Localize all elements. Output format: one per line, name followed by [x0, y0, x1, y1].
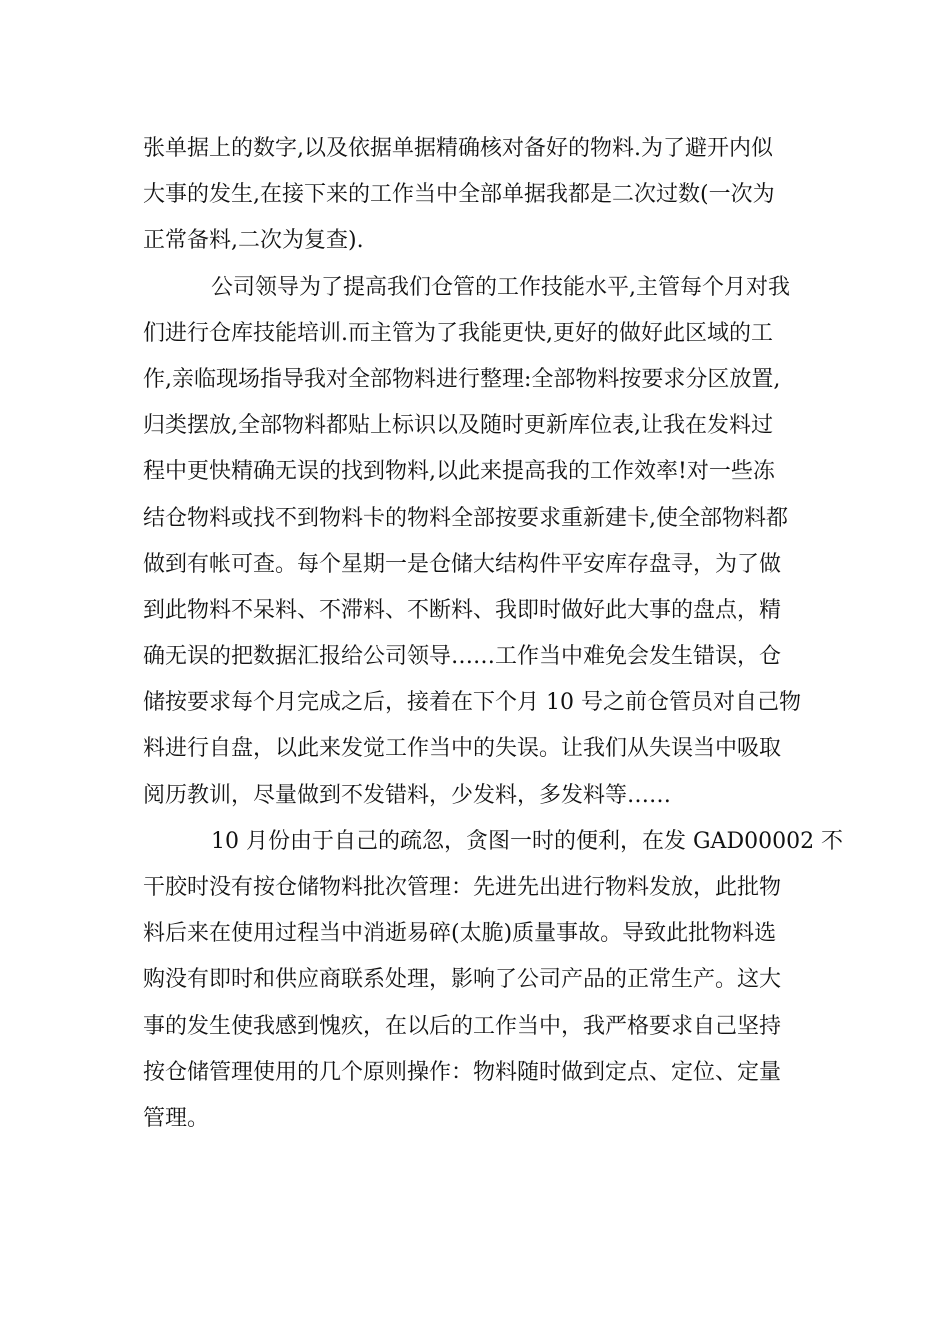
- text-line: 正常备料,二次为复查).: [143, 228, 364, 254]
- text-line: 料进行自盘，以此来发觉工作当中的失误。让我们从失误当中吸取: [143, 736, 782, 762]
- text-line: 做到有帐可查。每个星期一是仓储大结构件平安库存盘寻，为了做: [143, 551, 782, 577]
- text-line: 结仓物料或找不到物料卡的物料全部按要求重新建卡,使全部物料都: [143, 505, 788, 531]
- paragraph-first-line: 10 月份由于自己的疏忽，贪图一时的便利，在发 GAD00002 不: [211, 828, 844, 854]
- text-line: 购没有即时和供应商联系处理，影响了公司产品的正常生产。这大: [143, 967, 782, 993]
- text-line: 大事的发生,在接下来的工作当中全部单据我都是二次过数(一次为: [143, 182, 775, 208]
- text-line: 们进行仓库技能培训.而主管为了我能更快,更好的做好此区域的工: [143, 320, 773, 346]
- text-line: 作,亲临现场指导我对全部物料进行整理:全部物料按要求分区放置,: [143, 366, 781, 392]
- text-line: 储按要求每个月完成之后，接着在下个月 10 号之前仓管员对自己物: [143, 690, 801, 716]
- text-line: 归类摆放,全部物料都贴上标识以及随时更新库位表,让我在发料过: [143, 413, 773, 439]
- text-line: 事的发生使我感到愧疚，在以后的工作当中，我严格要求自己坚持: [143, 1013, 782, 1039]
- text-line: 到此物料不呆料、不滞料、不断料、我即时做好此大事的盘点，精: [143, 597, 782, 623]
- text-line: 料后来在使用过程当中消逝易碎(太脆)质量事故。导致此批物料选: [143, 921, 777, 947]
- text-line: 确无误的把数据汇报给公司领导……工作当中难免会发生错误，仓: [143, 644, 782, 670]
- text-line: 管理。: [143, 1105, 210, 1131]
- text-line: 张单据上的数字,以及依据单据精确核对备好的物料.为了避开内似: [143, 136, 773, 161]
- text-line: 按仓储管理使用的几个原则操作：物料随时做到定点、定位、定量: [143, 1059, 782, 1085]
- text-line: 阅历教训，尽量做到不发错料，少发料，多发料等……: [143, 782, 672, 808]
- text-line: 程中更快精确无误的找到物料,以此来提高我的工作效率!对一些冻: [143, 459, 775, 485]
- paragraph-first-line: 公司领导为了提高我们仓管的工作技能水平,主管每个月对我: [211, 274, 790, 300]
- body-text: [143, 126, 844, 1142]
- text-line: 干胶时没有按仓储物料批次管理：先进先出进行物料发放，此批物: [143, 875, 782, 900]
